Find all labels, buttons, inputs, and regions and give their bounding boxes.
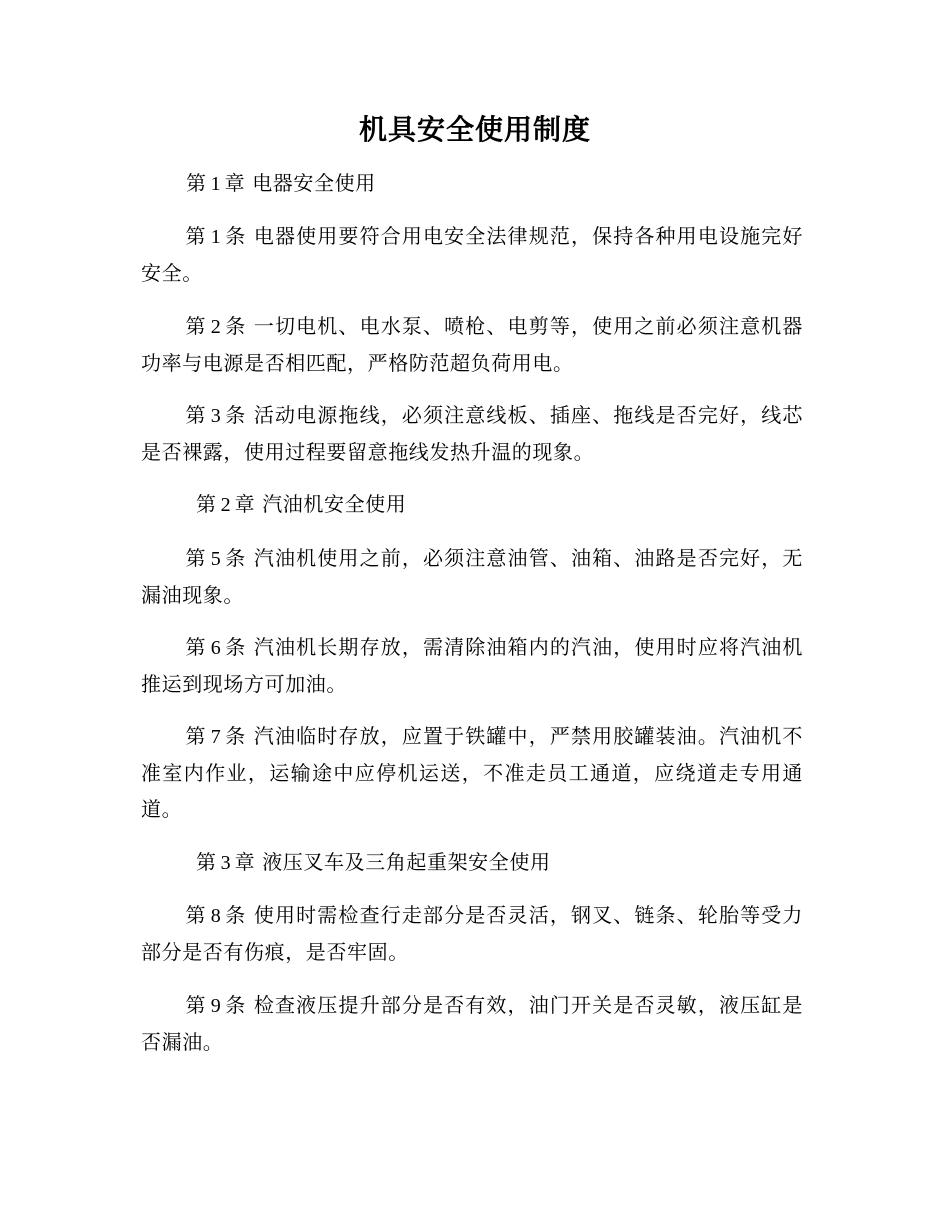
chapter-heading	[196, 486, 406, 523]
chapter-heading	[196, 844, 551, 881]
article-suffix: 条	[224, 403, 247, 427]
chapter-prefix: 第	[196, 492, 217, 516]
article-number: 9	[210, 995, 221, 1017]
article-prefix: 第	[185, 314, 207, 338]
chapter-number: 3	[220, 852, 231, 874]
chapter-title: 电器安全使用	[252, 171, 376, 195]
article-suffix: 条	[224, 635, 247, 659]
article-prefix: 第	[185, 903, 207, 927]
article-prefix: 第	[185, 403, 207, 427]
article-suffix: 条	[224, 224, 247, 248]
article-prefix: 第	[185, 635, 207, 659]
article-text: 使用时需检查行走部分是否灵活，钢叉、链条、轮胎等受力部分是否有伤痕，是否牢固。	[141, 903, 803, 964]
article-text: 汽油机长期存放，需清除油箱内的汽油，使用时应将汽油机推运到现场方可加油。	[141, 635, 803, 696]
article-number: 6	[210, 637, 221, 659]
article-number: 7	[210, 726, 221, 748]
chapter-prefix: 第	[196, 850, 217, 874]
article-paragraph	[141, 540, 803, 613]
chapter-number: 2	[220, 494, 231, 516]
article-prefix: 第	[185, 224, 207, 248]
chapter-suffix: 章	[224, 171, 246, 195]
article-text: 一切电机、电水泵、喷枪、电剪等，使用之前必须注意机器功率与电源是否相匹配，严格防范超负荷用电。	[141, 314, 803, 375]
document-title: 机具安全使用制度	[358, 113, 591, 146]
article-paragraph	[141, 897, 803, 970]
article-prefix: 第	[185, 993, 207, 1017]
article-number: 8	[210, 905, 221, 927]
article-text: 电器使用要符合用电安全法律规范，保持各种用电设施完好安全。	[141, 224, 803, 285]
article-text: 汽油临时存放，应置于铁罐中，严禁用胶罐装油。汽油机不准室内作业，运输途中应停机运送，不准走员工通道，应绕道走专用通道。	[141, 724, 803, 821]
article-paragraph	[141, 718, 803, 827]
article-text: 活动电源拖线，必须注意线板、插座、拖线是否完好，线芯是否裸露，使用过程要留意拖线发热升温的现象。	[141, 403, 803, 464]
article-paragraph	[141, 308, 803, 381]
chapter-number: 1	[210, 173, 221, 195]
article-number: 1	[210, 226, 221, 248]
article-paragraph	[141, 629, 803, 702]
article-prefix: 第	[185, 546, 207, 570]
article-number: 5	[210, 548, 221, 570]
article-suffix: 条	[224, 903, 247, 927]
article-paragraph	[141, 987, 803, 1060]
article-suffix: 条	[224, 724, 247, 748]
article-suffix: 条	[224, 993, 247, 1017]
article-suffix: 条	[224, 314, 247, 338]
article-suffix: 条	[224, 546, 247, 570]
chapter-prefix: 第	[186, 171, 207, 195]
article-number: 2	[210, 316, 221, 338]
article-paragraph	[141, 218, 803, 291]
article-text: 汽油机使用之前，必须注意油管、油箱、油路是否完好，无漏油现象。	[141, 546, 803, 607]
chapter-suffix: 章	[234, 492, 256, 516]
article-prefix: 第	[185, 724, 207, 748]
chapter-title: 液压叉车及三角起重架安全使用	[262, 850, 551, 874]
chapter-suffix: 章	[234, 850, 256, 874]
chapter-title: 汽油机安全使用	[262, 492, 407, 516]
article-text: 检查液压提升部分是否有效，油门开关是否灵敏，液压缸是否漏油。	[141, 993, 803, 1054]
chapter-heading	[186, 165, 376, 202]
article-paragraph	[141, 397, 803, 470]
article-number: 3	[210, 405, 221, 427]
